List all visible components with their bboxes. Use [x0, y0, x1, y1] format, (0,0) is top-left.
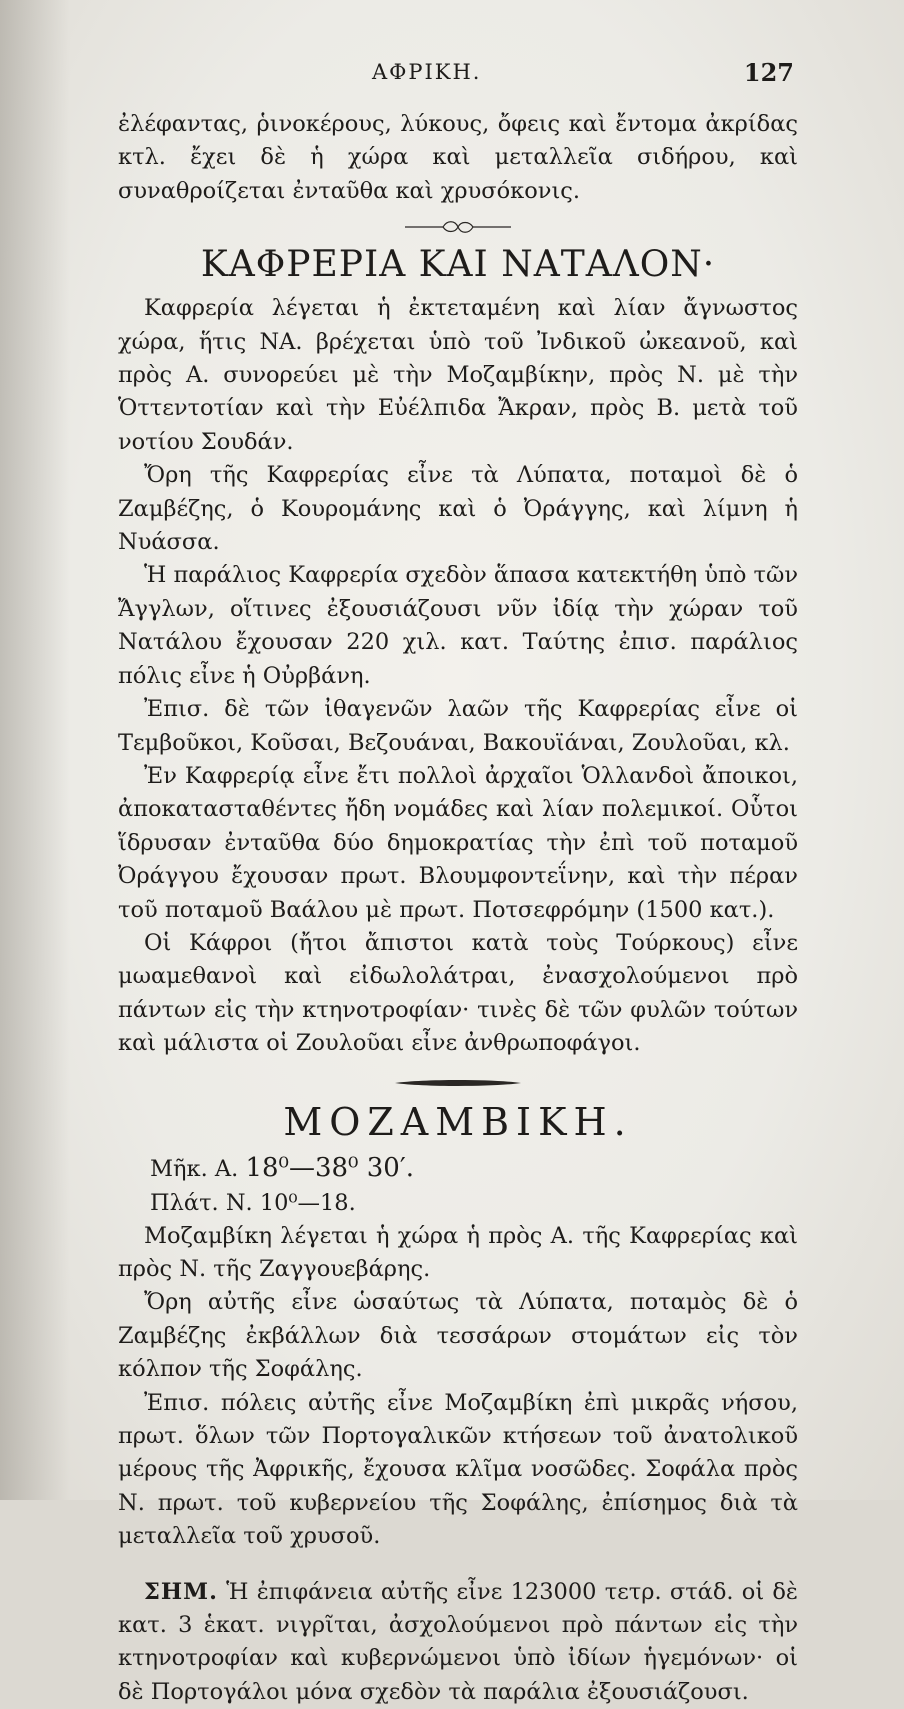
page-gutter-shadow: [0, 0, 70, 1500]
mozambique-note: [118, 1576, 798, 1709]
section-title-kafferia: ΚΑΦΡΕΡΙΑ ΚΑΙ ΝΑΤΑΛΟΝ·: [200, 244, 716, 286]
latitude-label: Πλάτ. Ν.: [150, 1189, 253, 1216]
section-rule: [393, 1077, 523, 1089]
longitude-line: [150, 1151, 798, 1186]
longitude-label: Μῆκ. Α.: [150, 1155, 239, 1182]
running-title: ΑΦΡΙΚΗ.: [372, 60, 482, 84]
note-text: Ἡ ἐπιφάνεια αὐτῆς εἶνε 123000 τετρ. στάδ. οἱ δὲ κατ. 3 ἑκατ. νιγρῖται, ἀσχολούμενοι πρὸ πάντων εἰς τὴν κτηνοτροφίαν καὶ κυβερνώμενοι ὑπὸ ἰδίων ἡγεμόνων· οἱ δὲ Πορτογάλοι μόνα σχεδὸν τὰ παράλια ἐξουσιάζουσι.: [118, 1578, 798, 1705]
note-label: ΣΗΜ.: [144, 1578, 218, 1605]
mozambique-paragraph-2: Ὄρη αὐτῆς εἶνε ὡσαύτως τὰ Λύπατα, ποταμὸς δὲ ὁ Ζαμβέζης ἐκβάλλων διὰ τεσσάρων στομάτων εἰς τὸν κόλπον τῆς Σοφάλης.: [118, 1289, 798, 1383]
ornament-divider: [403, 218, 513, 236]
section-title-mozambique: ΜΟΖΑΜΒΙΚΗ.: [283, 1099, 633, 1144]
latitude-value: 10⁰—18.: [259, 1189, 356, 1216]
latitude-line: [150, 1186, 798, 1220]
longitude-value: 18⁰—38⁰ 30′.: [245, 1152, 414, 1183]
kafferia-paragraph-4: Ἐπισ. δὲ τῶν ἰθαγενῶν λαῶν τῆς Καφρερίας εἶνε οἱ Τεμβοῦκοι, Κοῦσαι, Βεζουάναι, Βακουϊάναι, Ζουλοῦαι, κλ.: [118, 696, 798, 756]
kafferia-paragraph-3: Ἡ παράλιος Καφρερία σχεδὸν ἅπασα κατεκτήθη ὑπὸ τῶν Ἄγγλων, οἵτινες ἐξουσιάζουσι νῦν ἰδίᾳ τὴν χώραν τοῦ Νατάλου ἔχουσαν 220 χιλ. κατ. Ταύτης ἐπισ. παράλιος πόλις εἶνε ἡ Οὐρβάνη.: [118, 562, 798, 689]
intro-paragraph: ἐλέφαντας, ῥινοκέρους, λύκους, ὄφεις καὶ ἔντομα ἀκρίδας κτλ. ἔχει δὲ ἡ χώρα καὶ μεταλλεῖα σιδήρου, καὶ συναθροίζεται ἐνταῦθα καὶ χρυσόκονις.: [118, 111, 798, 204]
mozambique-paragraph-3: Ἐπισ. πόλεις αὐτῆς εἶνε Μοζαμβίκη ἐπὶ μικρᾶς νήσου, πρωτ. ὅλων τῶν Πορτογαλικῶν κτήσεων τοῦ ἀνατολικοῦ μέρους τῆς Ἀφρικῆς, ἔχουσα κλῖμα νοσῶδες. Σοφάλα πρὸς Ν. πρωτ. τοῦ κυβερνείου τῆς Σοφάλης, ἐπίσημος διὰ τὰ μεταλλεῖα τοῦ χρυσοῦ.: [118, 1389, 798, 1550]
page-header: [0, 58, 904, 98]
kafferia-paragraph-1: Καφρερία λέγεται ἡ ἐκτεταμένη καὶ λίαν ἄγνωστος χώρα, ἥτις ΝΑ. βρέχεται ὑπὸ τοῦ Ἰνδικοῦ ὠκεανοῦ, καὶ πρὸς Α. συνορεύει μὲ τὴν Μοζαμβίκην, πρὸς Ν. μὲ τὴν Ὁττεντοτίαν καὶ τὴν Εὐέλπιδα Ἄκραν, πρὸς Β. μετὰ τοῦ νοτίου Σουδάν.: [118, 295, 798, 455]
kafferia-paragraph-6: Οἱ Κάφροι (ἤτοι ἄπιστοι κατὰ τοὺς Τούρκους) εἶνε μωαμεθανοὶ καὶ εἰδωλολάτραι, ἐνασχολούμενοι πρὸ πάντων εἰς τὴν κτηνοτροφίαν· τινὲς δὲ τῶν φυλῶν τούτων καὶ μάλιστα οἱ Ζουλοῦαι εἶνε ἀνθρωποφάγοι.: [118, 929, 798, 1057]
kafferia-paragraph-5: Ἐν Καφρερίᾳ εἶνε ἔτι πολλοὶ ἀρχαῖοι Ὁλλανδοὶ ἄποικοι, ἀποκατασταθέντες ἤδη νομάδες καὶ λίαν πολεμικοί. Οὗτοι ἵδρυσαν ἐνταῦθα δύο δημοκρατίας τὴν ἐπὶ τοῦ ποταμοῦ Ὀράγγου ἔχουσαν πρωτ. Βλουμφοντεΐνην, καὶ τὴν πέραν τοῦ ποταμοῦ Βαάλου μὲ πρωτ. Ποτσεφρόμην (1500 κατ.).: [118, 762, 798, 923]
page-number: 127: [743, 58, 794, 87]
mozambique-paragraph-1: Μοζαμβίκη λέγεται ἡ χώρα ἡ πρὸς Α. τῆς Καφρερίας καὶ πρὸς Ν. τῆς Ζαγγουεβάρης.: [118, 1222, 798, 1282]
page-content: [118, 108, 798, 1709]
kafferia-paragraph-2: Ὄρη τῆς Καφρερίας εἶνε τὰ Λύπατα, ποταμοὶ δὲ ὁ Ζαμβέζης, ὁ Κουρομάνης καὶ ὁ Ὀράγγης, καὶ λίμνη ἡ Νυάσσα.: [118, 462, 798, 556]
